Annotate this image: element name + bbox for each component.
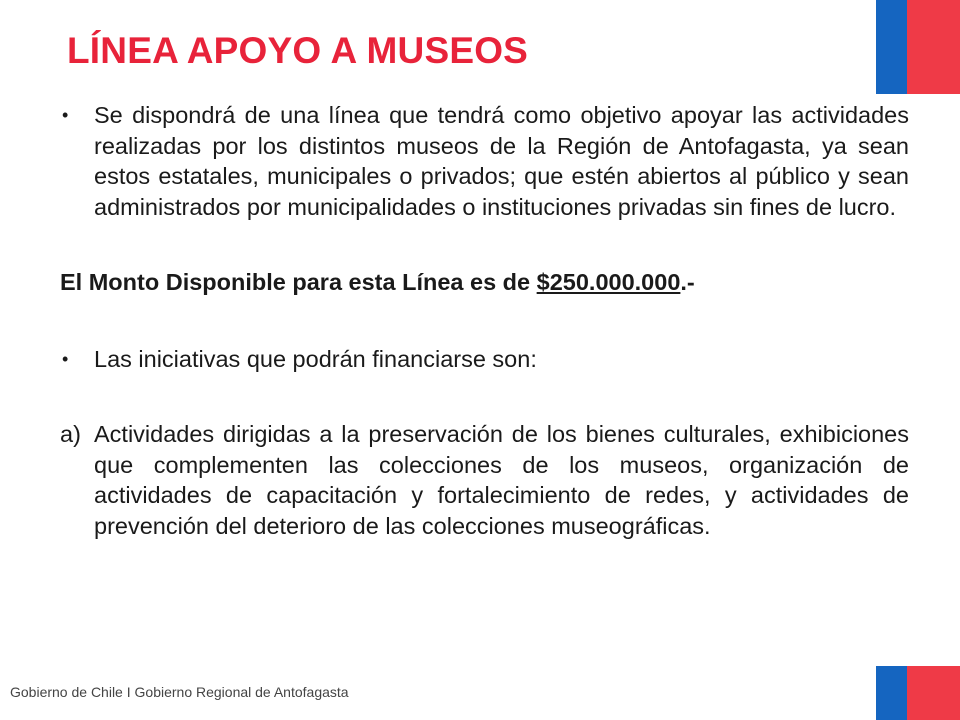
slide-body [60, 100, 909, 541]
list-item-a [60, 419, 909, 541]
flag-red-stripe [907, 0, 960, 94]
amount-value: $250.000.000 [536, 269, 681, 295]
bullet-marker: • [62, 105, 69, 125]
bullet-item-initiatives [60, 344, 909, 375]
chile-flag-bottom-decoration [876, 666, 960, 720]
amount-suffix: .- [680, 269, 695, 295]
chile-flag-top-decoration [876, 0, 960, 94]
slide-title: LÍNEA APOYO A MUSEOS [67, 30, 529, 71]
objective-text: Se dispondrá de una línea que tendrá como objetivo apoyar las actividades realizadas por los distintos museos de la Región de Antofagasta, ya sean estos estatales, municipales o privados; que estén abiertos al público y sean administrados por municipalidades o instituciones privadas sin fines de lucro. [94, 102, 909, 220]
flag-blue-stripe [876, 0, 907, 94]
bullet-item-objective [60, 100, 909, 222]
bullet-marker: • [62, 348, 69, 369]
flag-red-stripe [907, 666, 960, 720]
amount-statement [60, 267, 909, 298]
amount-prefix: El Monto Disponible para esta Línea es de [60, 269, 537, 295]
flag-blue-stripe [876, 666, 907, 720]
initiatives-text: Las iniciativas que podrán financiarse son: [94, 345, 537, 372]
footer-text: Gobierno de Chile I Gobierno Regional de Antofagasta [10, 684, 349, 700]
list-item-a-text: Actividades dirigidas a la preservación de los bienes culturales, exhibiciones que complementen las colecciones de los museos, organización de actividades de capacitación y fortalecimiento de redes, y actividades de prevención del deterioro de las colecciones museográficas. [94, 421, 909, 539]
list-marker-a: a) [60, 421, 81, 447]
